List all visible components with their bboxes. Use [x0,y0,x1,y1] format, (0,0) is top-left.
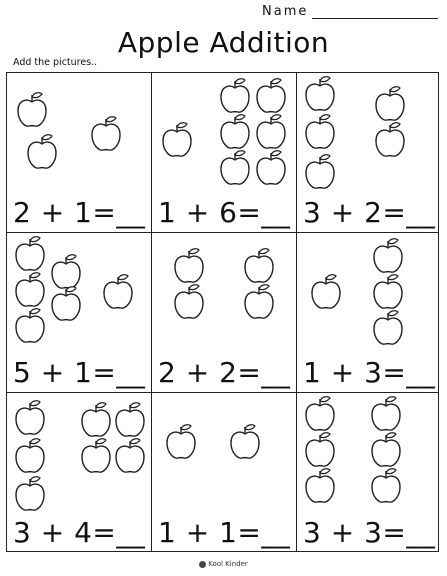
name-label: Name [262,4,309,19]
apple-icon [113,401,147,439]
instructions: Add the pictures.. [13,57,98,68]
apple-icon [369,431,403,469]
apple-icon [13,271,47,309]
apple-icon [373,85,407,123]
problem-cell [7,393,151,553]
apple-icon [218,149,252,187]
problem-cell [297,73,441,233]
problem-cell [297,393,441,553]
apple-icon [303,75,337,113]
apple-icon [254,77,288,115]
equation: 1 + 6=__ [158,196,291,229]
apple-icon [89,115,123,153]
apple-icon [218,77,252,115]
equation: 1 + 1=__ [158,516,291,549]
worksheet-grid [6,72,439,552]
apple-icon [303,395,337,433]
apple-icon [303,431,337,469]
apple-icon [172,247,206,285]
apple-icon [172,283,206,321]
problem-cell [297,233,441,393]
page-title: Apple Addition [117,26,330,59]
apple-icon [303,467,337,505]
apple-icon [101,273,135,311]
problem-cell [152,393,296,553]
problem-cell [152,233,296,393]
apple-icon [13,235,47,273]
equation: 3 + 4=__ [13,516,146,549]
equation: 2 + 1=__ [13,196,146,229]
apple-icon [371,273,405,311]
apple-icon [371,237,405,275]
apple-icon [79,437,113,475]
apple-icon [79,401,113,439]
apple-icon [228,423,262,461]
equation: 3 + 3=__ [303,516,436,549]
apple-icon [15,91,49,129]
apple-icon [373,121,407,159]
apple-icon [254,113,288,151]
apple-icon [49,285,83,323]
apple-icon [13,437,47,475]
problem-cell [7,73,151,233]
apple-icon [254,149,288,187]
equation: 1 + 3=__ [303,356,436,389]
name-field[interactable] [312,18,438,19]
footer-credit: Kool Kinder [0,560,447,568]
apple-icon [303,113,337,151]
apple-icon [164,423,198,461]
logo-icon [199,561,206,568]
apple-icon [309,273,343,311]
equation: 3 + 2=__ [303,196,436,229]
apple-icon [242,283,276,321]
apple-icon [369,395,403,433]
equation: 2 + 2=__ [158,356,291,389]
apple-icon [218,113,252,151]
apple-icon [371,309,405,347]
apple-icon [113,437,147,475]
apple-icon [13,399,47,437]
apple-icon [242,247,276,285]
apple-icon [303,153,337,191]
apple-icon [160,121,194,159]
equation: 5 + 1=__ [13,356,146,389]
apple-icon [369,467,403,505]
problem-cell [152,73,296,233]
apple-icon [25,133,59,171]
apple-icon [13,475,47,513]
problem-cell [7,233,151,393]
apple-icon [13,307,47,345]
